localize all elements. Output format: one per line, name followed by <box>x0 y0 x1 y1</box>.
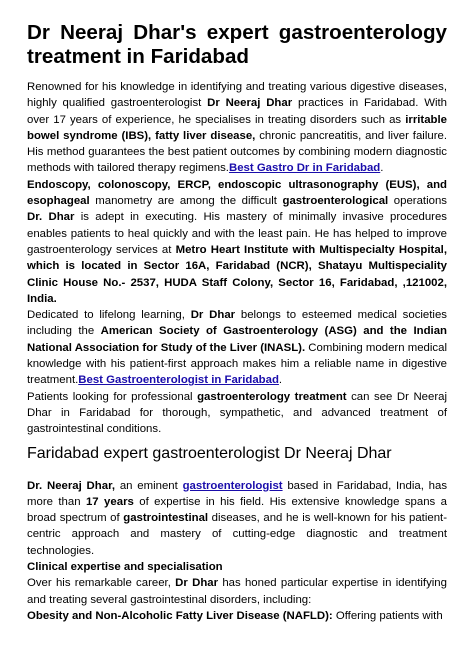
text: operations <box>388 195 447 208</box>
text: Over his remarkable career, <box>27 577 176 590</box>
bold-text: Dr Dhar <box>175 577 219 590</box>
bold-text: Dr. Neeraj Dhar, <box>27 479 116 492</box>
bold-text: Obesity and Non-Alcoholic Fatty Liver Disease (NAFLD): <box>27 609 333 622</box>
article-body <box>27 79 447 624</box>
text: . <box>380 162 384 175</box>
text: Offering patients with <box>332 609 443 622</box>
text: . <box>278 374 283 387</box>
text: diseases, and he is well-known for his patient-centric approach and mastery of cutting-edge diagnostic and treatment technologies. <box>27 512 447 557</box>
bold-text: gastrointestinal <box>123 512 209 525</box>
nafld-paragraph <box>27 608 447 624</box>
text: Dedicated to lifelong learning, <box>27 309 191 322</box>
text: manometry are among the difficult <box>89 195 283 208</box>
bold-text: Dr Neeraj Dhar <box>207 97 293 110</box>
section-heading: Faridabad expert gastroenterologist Dr Neeraj Dhar <box>27 444 392 462</box>
gastroenterologist-link[interactable]: gastroenterologist <box>182 479 283 492</box>
bold-text: American Society of Gastroenterology (ASG) and the Indian National Association for Study of the Liver (INASL). <box>27 325 447 354</box>
text: belongs to esteemed medical societies including the <box>27 309 447 338</box>
bold-text: Dr Dhar <box>190 309 236 322</box>
bold-text: Metro Heart Institute with Multispecialty Hospital, which is located in Sector 16A, Faridabad (NCR), Shatayu Multispeciality Clinic House No.- 2537, HUDA Staff Colony, Sector 16, Faridabad, ,121002, India. <box>27 243 447 305</box>
bold-text: Clinical expertise and specialisation <box>27 561 223 574</box>
text: has honed particular expertise in identifying and treating several gastrointestinal disorders, including: <box>27 577 447 606</box>
career-paragraph <box>27 575 447 608</box>
societies-paragraph <box>27 307 447 388</box>
patients-paragraph <box>27 389 447 438</box>
spacer <box>27 464 447 478</box>
intro-paragraph <box>27 79 447 177</box>
text: Patients looking for professional <box>27 390 198 403</box>
expertise-paragraph <box>27 478 447 559</box>
bold-text: irritable bowel syndrome (IBS), fatty liver disease, <box>27 113 447 142</box>
text: of expertise in his field. His extensive knowledge spans a broad spectrum of <box>27 495 448 525</box>
bold-text: Endoscopy, colonoscopy, ERCP, endoscopic ultrasonography (EUS), and esophageal <box>27 178 447 208</box>
text: based in Faridabad, India, has more than <box>27 479 448 508</box>
text: Combining modern medical knowledge with his patient-first approach makes him a reliable name in digestive treatment. <box>27 341 447 387</box>
best-gastroenterologist-link[interactable]: Best Gastroenterologist in Faridabad <box>78 374 279 387</box>
subheading <box>27 559 447 575</box>
bold-text: Dr. Dhar <box>27 211 75 224</box>
page-title: Dr Neeraj Dhar's expert gastroenterology treatment in Faridabad <box>27 21 447 68</box>
text: an eminent <box>115 479 183 492</box>
bold-text: gastroenterology treatment <box>197 390 347 403</box>
text: practices in Faridabad. With over 17 years of experience, he specialises in treating disorders such as <box>27 97 448 126</box>
best-gastro-dr-link[interactable]: Best Gastro Dr in Faridabad <box>228 162 381 175</box>
bold-text: 17 years <box>85 495 134 508</box>
bold-text: gastroenterological <box>282 195 389 208</box>
text: can see Dr Neeraj Dhar in Faridabad for thorough, sympathetic, and advanced treatment of gastrointestinal conditions. <box>27 390 448 436</box>
procedures-paragraph <box>27 177 447 307</box>
text: chronic pancreatitis, and liver failure. His method guarantees the best patient outcomes by combining modern diagnostic methods with tailored therapy regimens. <box>27 129 447 175</box>
text: Renowned for his knowledge in identifying and treating various digestive diseases, highly qualified gastroenterologist <box>27 81 447 110</box>
text: is adept in executing. His mastery of minimally invasive procedures enables patients to heal quickly and with the least pain. He has helped to improve gastroenterology services at <box>27 211 448 256</box>
